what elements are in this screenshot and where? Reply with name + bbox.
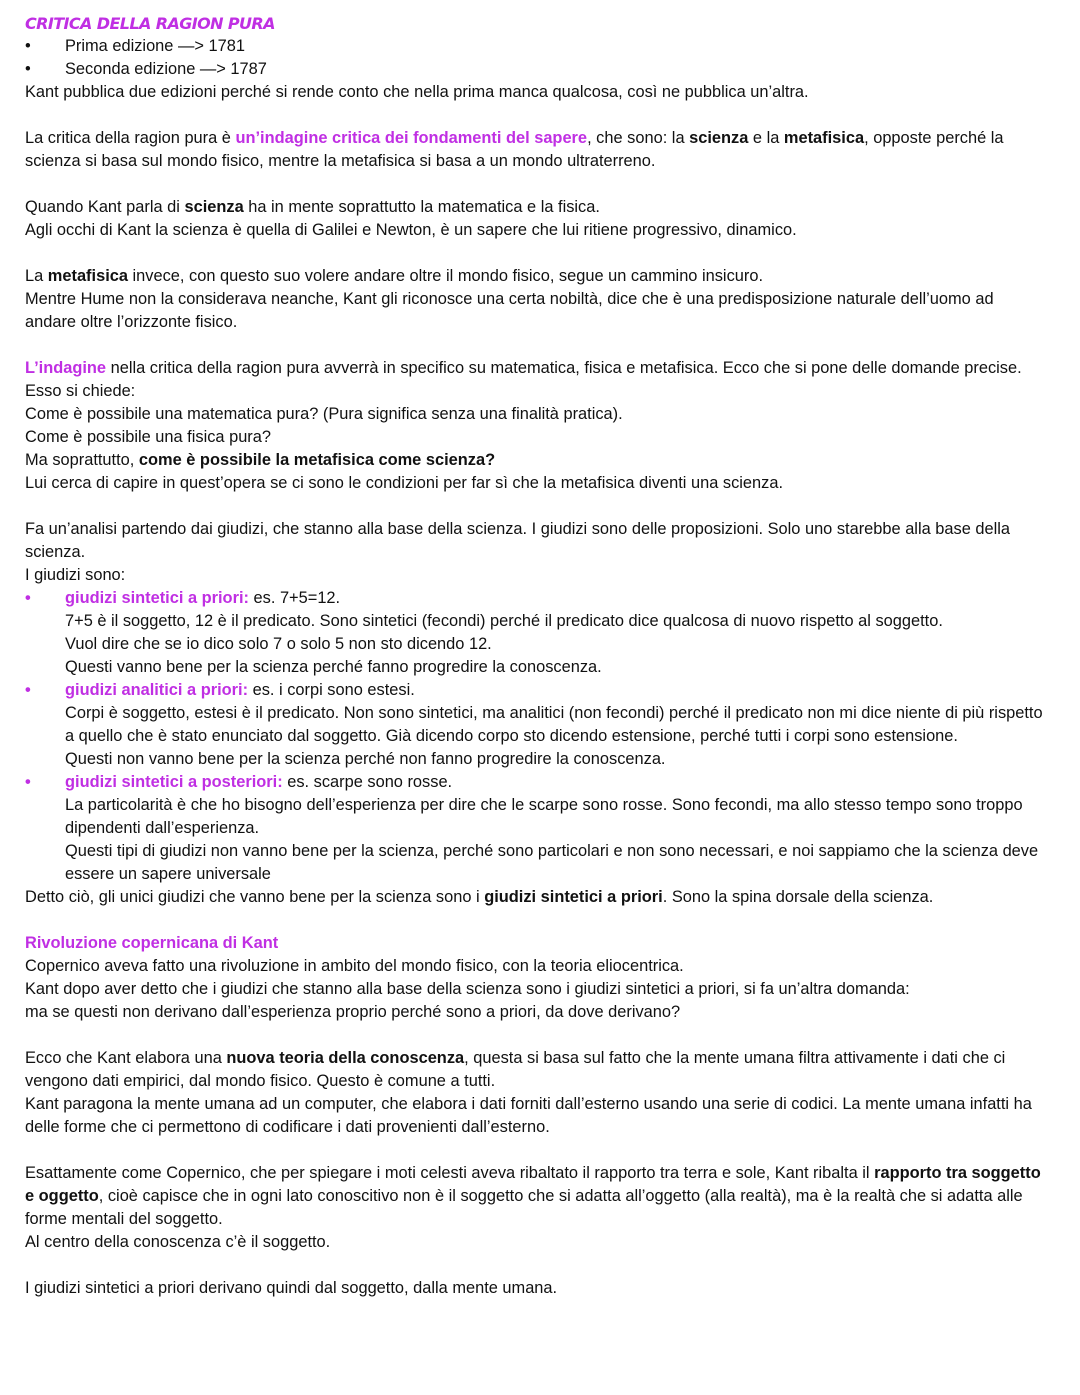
paragraph-giudizi: Fa un’analisi partendo dai giudizi, che stanno alla base della scienza. I giudizi sono delle proposizioni. Solo uno starebbe alla base della scienza.	[25, 520, 1010, 561]
judgment-detail: Questi non vanno bene per la scienza perché non fanno progredire la conoscenza.	[65, 750, 666, 768]
paragraph-indagine-6: Lui cerca di capire in quest’opera se ci sono le condizioni per far sì che la metafisica diventi una scienza.	[25, 474, 784, 492]
bullet-icon: •	[25, 589, 31, 607]
document-title: CRITICA DELLA RAGION PURA	[25, 14, 275, 33]
section-heading: Rivoluzione copernicana di Kant	[25, 934, 279, 952]
paragraph-rapporto-2: Al centro della conoscenza c’è il soggetto.	[25, 1233, 331, 1251]
judgment-detail: Questi vanno bene per la scienza perché fanno progredire la conoscenza.	[65, 658, 602, 676]
bullet-icon: •	[25, 681, 31, 699]
judgment-detail: Corpi è soggetto, estesi è il predicato. Non sono sintetici, ma analitici (non fecondi) perché il predicato non mi dice niente di più rispetto a quello che è stato enunciato dal soggetto. Già dicendo corpo sto dicendo estensione, perché tutti i corpi sono estensione.	[65, 704, 1043, 745]
bullet-icon: •	[25, 60, 31, 78]
judgment-detail: Vuol dire che se io dico solo 7 o solo 5 non sto dicendo 12.	[65, 635, 492, 653]
paragraph-final: I giudizi sintetici a priori derivano quindi dal soggetto, dalla mente umana.	[25, 1279, 558, 1297]
spacer	[25, 909, 1045, 932]
paragraph-rapporto: Esattamente come Copernico, che per spiegare i moti celesti aveva ribaltato il rapporto tra terra e sole, Kant ribalta il rapporto tra soggetto e oggetto, cioè capisce che in ogni lato conoscitivo non è il soggetto che si adatta all’oggetto (alla realtà), ma è la realtà che si adatta alle forme mentali del soggetto.	[25, 1164, 1041, 1228]
spacer	[25, 1254, 1045, 1277]
judgment-item: • giudizi analitici a priori: es. i corpi sono estesi.	[25, 679, 1045, 702]
paragraph-copernico-3: ma se questi non derivano dall’esperienza proprio perché sono a priori, da dove derivano?	[25, 1003, 681, 1021]
intro-paragraph: Kant pubblica due edizioni perché si rende conto che nella prima manca qualcosa, così ne pubblica un’altra.	[25, 83, 809, 101]
paragraph-copernico-2: Kant dopo aver detto che i giudizi che stanno alla base della scienza sono i giudizi sintetici a priori, si fa un’altra domanda:	[25, 980, 910, 998]
spacer	[25, 495, 1045, 518]
paragraph-copernico: Copernico aveva fatto una rivoluzione in ambito del mondo fisico, con la teoria eliocentrica.	[25, 957, 684, 975]
paragraph-giudizi-2: I giudizi sono:	[25, 566, 126, 584]
spacer	[25, 334, 1045, 357]
paragraph-conoscenza: Ecco che Kant elabora una nuova teoria della conoscenza, questa si basa sul fatto che la mente umana filtra attivamente i dati che ci vengono dati empirici, dal mondo fisico. Questo è comune a tutti.	[25, 1049, 1006, 1090]
paragraph-conoscenza-2: Kant paragona la mente umana ad un computer, che elabora i dati forniti dall’esterno usando una serie di codici. La mente umana infatti ha delle forme che ci permettono di codificare i dati provenienti dall’esterno.	[25, 1095, 1032, 1136]
question-matematica: Come è possibile una matematica pura? (Pura significa senza una finalità pratica).	[25, 405, 623, 423]
question-metafisica: Ma soprattutto, come è possibile la metafisica come scienza?	[25, 451, 496, 469]
judgment-detail: 7+5 è il soggetto, 12 è il predicato. Sono sintetici (fecondi) perché il predicato dice qualcosa di nuovo rispetto al soggetto.	[65, 612, 943, 630]
document-page	[25, 12, 1045, 1300]
question-fisica: Come è possibile una fisica pura?	[25, 428, 271, 446]
paragraph-scienza-2: Agli occhi di Kant la scienza è quella di Galilei e Newton, è un sapere che lui ritiene progressivo, dinamico.	[25, 221, 797, 239]
paragraph-definition: La critica della ragion pura è un’indagine critica dei fondamenti del sapere, che sono: la scienza e la metafisica, opposte perché la scienza si basa sul mondo fisico, mentre la metafisica si basa a un mondo ultraterreno.	[25, 129, 1004, 170]
bullet-icon: •	[25, 37, 31, 55]
paragraph-scienza: Quando Kant parla di scienza ha in mente soprattutto la matematica e la fisica.	[25, 198, 600, 216]
bullet-icon: •	[25, 773, 31, 791]
edition-item: • Prima edizione —> 1781	[25, 35, 1045, 58]
judgment-item: • giudizi sintetici a posteriori: es. scarpe sono rosse.	[25, 771, 1045, 794]
paragraph-indagine: L’indagine nella critica della ragion pura avverrà in specifico su matematica, fisica e metafisica. Ecco che si pone delle domande precise.	[25, 359, 1022, 377]
spacer	[25, 104, 1045, 127]
spacer	[25, 173, 1045, 196]
paragraph-metafisica-2: Mentre Hume non la considerava neanche, Kant gli riconosce una certa nobiltà, dice che è una predisposizione naturale dell’uomo ad andare oltre l’orizzonte fisico.	[25, 290, 994, 331]
judgment-item: • giudizi sintetici a priori: es. 7+5=12.	[25, 587, 1045, 610]
paragraph-conclusion: Detto ciò, gli unici giudizi che vanno bene per la scienza sono i giudizi sintetici a priori. Sono la spina dorsale della scienza.	[25, 888, 934, 906]
spacer	[25, 1139, 1045, 1162]
spacer	[25, 1024, 1045, 1047]
edition-item: • Seconda edizione —> 1787	[25, 58, 1045, 81]
judgment-detail: Questi tipi di giudizi non vanno bene per la scienza, perché sono particolari e non sono necessari, e noi sappiamo che la scienza deve essere un sapere universale	[65, 842, 1039, 883]
paragraph-metafisica: La metafisica invece, con questo suo volere andare oltre il mondo fisico, segue un cammino insicuro.	[25, 267, 764, 285]
judgment-detail: La particolarità è che ho bisogno dell’esperienza per dire che le scarpe sono rosse. Sono fecondi, ma allo stesso tempo sono troppo dipendenti dall’esperienza.	[65, 796, 1023, 837]
spacer	[25, 242, 1045, 265]
paragraph-indagine-2: Esso si chiede:	[25, 382, 136, 400]
